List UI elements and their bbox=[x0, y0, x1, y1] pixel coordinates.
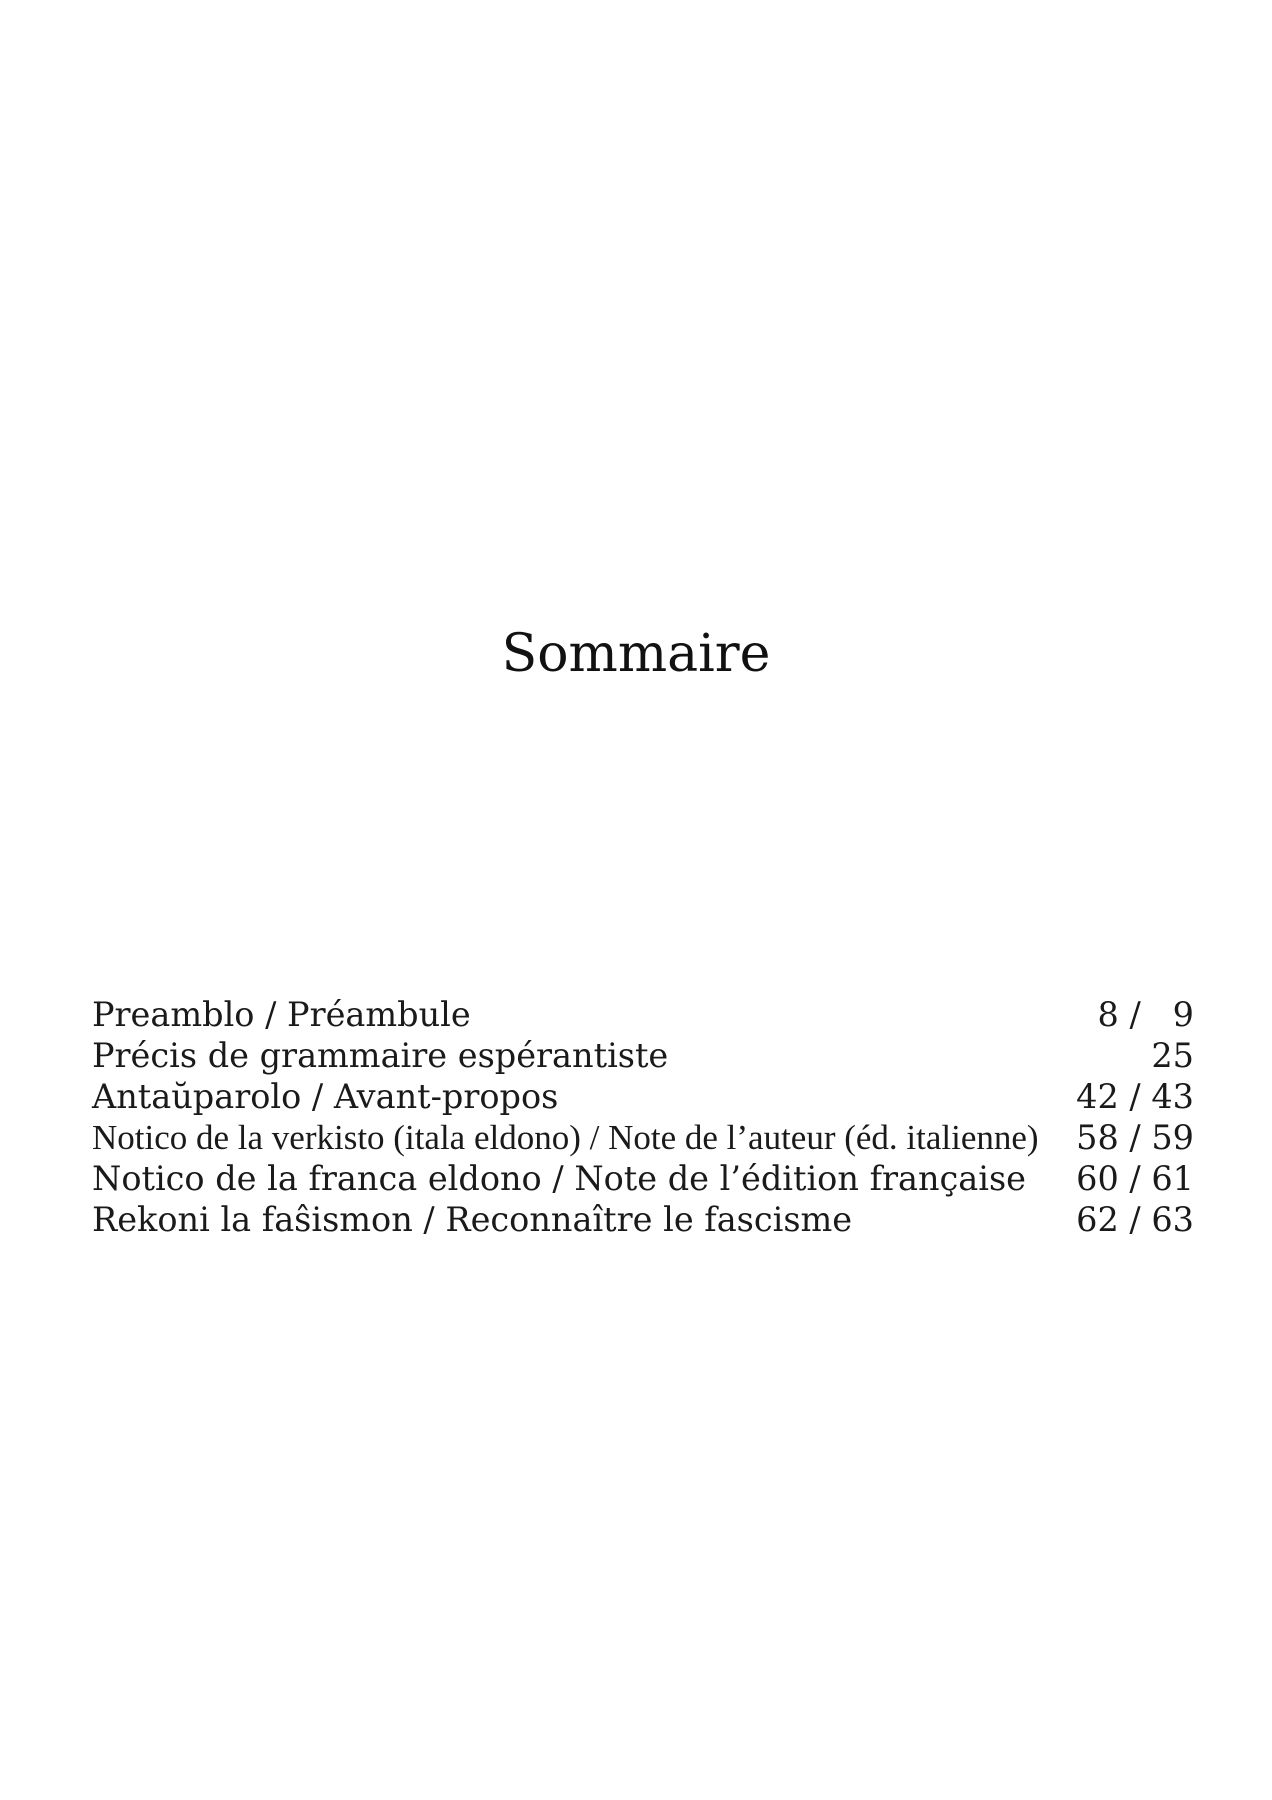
toc-entry-title: Notico de la verkisto (itala eldono) / Note de l’auteur (éd. italienne) bbox=[92, 1118, 1039, 1157]
toc-entry-title: Notico de la franca eldono / Note de l’édition française bbox=[92, 1159, 1026, 1198]
toc-entry-title: Preamblo / Préambule bbox=[92, 995, 471, 1034]
toc-entry bbox=[92, 1158, 1194, 1199]
toc-entry-page: 60 / 61 bbox=[1076, 1159, 1194, 1198]
page-title: Sommaire bbox=[501, 624, 771, 684]
toc-entry-title: Antaŭparolo / Avant-propos bbox=[92, 1077, 559, 1116]
toc-entry-page: 8 / 9 bbox=[1097, 995, 1194, 1034]
toc-entry bbox=[92, 1117, 1194, 1158]
toc-entry bbox=[92, 1076, 1194, 1117]
toc-entry bbox=[92, 1035, 1194, 1076]
toc-entry-title: Rekoni la faŝismon / Reconnaître le fascisme bbox=[92, 1200, 853, 1239]
toc-entry-page: 42 / 43 bbox=[1076, 1077, 1194, 1116]
toc-entry bbox=[92, 1199, 1194, 1240]
table-of-contents bbox=[92, 994, 1194, 1240]
toc-entry-title: Précis de grammaire espérantiste bbox=[92, 1036, 669, 1075]
toc-entry-page: 58 / 59 bbox=[1076, 1118, 1194, 1157]
toc-entry-page: 62 / 63 bbox=[1076, 1200, 1194, 1239]
toc-entry bbox=[92, 994, 1194, 1035]
toc-entry-page: 25 bbox=[1151, 1036, 1194, 1075]
